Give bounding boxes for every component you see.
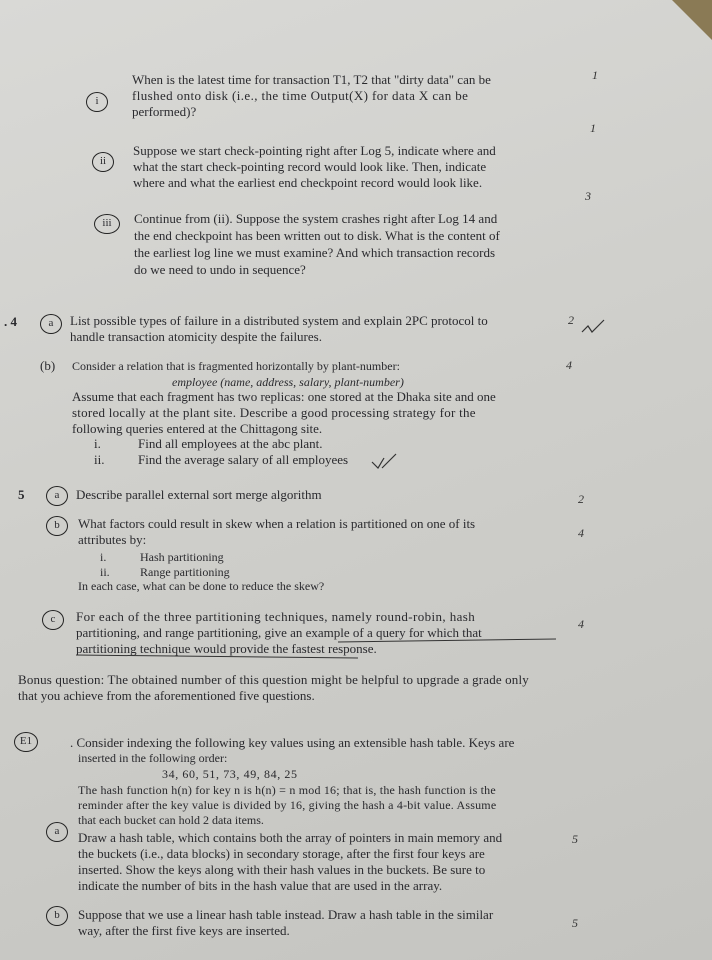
q3-ii-label: ii	[92, 152, 114, 172]
e1-label: E1	[14, 732, 38, 752]
e1-b-label: b	[46, 906, 68, 926]
q3-i-mark-2: 1	[590, 121, 596, 135]
q5-c-line3: partitioning technique would provide the fastest response.	[76, 641, 377, 656]
e1-line4: reminder after the key value is divided by 16, giving the hash a 4-bit value. Assume	[78, 798, 497, 812]
q4-b-ii-text: Find the average salary of all employees	[138, 452, 349, 467]
q4-a-line1: List possible types of failure in a distributed system and explain 2PC protocol to	[70, 313, 488, 328]
q5-b-ii-num: ii.	[100, 565, 110, 579]
q4-b-ii-num: ii.	[94, 452, 105, 467]
q4-a-mark: 2	[568, 313, 574, 327]
e1-b-mark: 5	[572, 916, 578, 930]
e1-a-mark: 5	[572, 832, 578, 846]
e1-line3: The hash function h(n) for key n is h(n) = n mod 16; that is, the hash function is the	[78, 783, 496, 797]
q4-b-line5: following queries entered at the Chittagong site.	[72, 421, 323, 436]
e1-a-line2: the buckets (i.e., data blocks) in secondary storage, after the first four keys are	[78, 846, 485, 861]
q3-i-line2: flushed onto disk (i.e., the time Output(X) for data X can be	[132, 88, 469, 103]
q4-b-line3: Assume that each fragment has two replicas: one stored at the Dhaka site and one	[72, 389, 496, 404]
q5-b-label: b	[46, 516, 68, 536]
q3-ii-mark: 3	[585, 189, 591, 203]
handwritten-tick-icon-2	[370, 452, 400, 470]
handwritten-tick-icon	[580, 318, 608, 338]
q4-b-i-num: i.	[94, 436, 101, 451]
q3-iii-line4: do we need to undo in sequence?	[134, 262, 306, 277]
q5-c-mark: 4	[578, 617, 584, 631]
page-corner	[672, 0, 712, 40]
e1-b-line2: way, after the first five keys are inserted.	[78, 923, 290, 938]
q4-number: . 4	[4, 314, 17, 329]
q3-iii-line1: Continue from (ii). Suppose the system crashes right after Log 14 and	[134, 211, 498, 226]
q4-a-label: a	[40, 314, 62, 334]
bonus-line2: that you achieve from the aforementioned five questions.	[18, 688, 315, 703]
q5-b-line2: attributes by:	[78, 532, 147, 547]
e1-a-line3: inserted. Show the keys along with their hash values in the buckets. Be sure to	[78, 862, 486, 877]
q3-i-label: i	[86, 92, 108, 112]
e1-a-line4: indicate the number of bits in the hash value that are used in the array.	[78, 878, 443, 893]
q5-b-line3: In each case, what can be done to reduce the skew?	[78, 579, 325, 593]
e1-b-line1: Suppose that we use a linear hash table instead. Draw a hash table in the similar	[78, 907, 494, 922]
e1-line1: . Consider indexing the following key values using an extensible hash table. Keys are	[70, 735, 515, 750]
e1-a-line1: Draw a hash table, which contains both the array of pointers in main memory and	[78, 830, 503, 845]
q5-number: 5	[18, 487, 25, 502]
q5-a-text: Describe parallel external sort merge algorithm	[76, 487, 322, 502]
e1-line2: inserted in the following order:	[78, 751, 228, 765]
q5-b-mark: 4	[578, 526, 584, 540]
q3-iii-line2: the end checkpoint has been written out to disk. What is the content of	[134, 228, 500, 243]
q4-b-relation: employee (name, address, salary, plant-number)	[172, 375, 404, 389]
q3-iii-line3: the earliest log line we must examine? And which transaction records	[134, 245, 495, 260]
q5-a-mark: 2	[578, 492, 584, 506]
q3-ii-line2: what the start check-pointing record would look like. Then, indicate	[133, 159, 487, 174]
e1-a-label: a	[46, 822, 68, 842]
e1-line5: that each bucket can hold 2 data items.	[78, 813, 264, 827]
q3-i-line1: When is the latest time for transaction T1, T2 that "dirty data" can be	[132, 72, 491, 87]
q4-b-line4: stored locally at the plant site. Describe a good processing strategy for the	[72, 405, 476, 420]
q5-c-line2: partitioning, and range partitioning, give an example of a query for which that	[76, 625, 482, 640]
e1-keys: 34, 60, 51, 73, 49, 84, 25	[162, 767, 298, 781]
q5-b-line1: What factors could result in skew when a relation is partitioned on one of its	[78, 516, 476, 531]
q4-b-label: (b)	[40, 358, 56, 373]
q3-ii-line3: where and what the earliest end checkpoint record would look like.	[133, 175, 483, 190]
q4-b-i-text: Find all employees at the abc plant.	[138, 436, 323, 451]
q4-b-line1: Consider a relation that is fragmented horizontally by plant-number:	[72, 359, 400, 373]
q5-a-label: a	[46, 486, 68, 506]
q4-a-line2: handle transaction atomicity despite the failures.	[70, 329, 322, 344]
q5-b-ii-text: Range partitioning	[140, 565, 230, 579]
q5-c-label: c	[42, 610, 64, 630]
q5-c-line1: For each of the three partitioning techniques, namely round-robin, hash	[76, 609, 476, 624]
q3-i-line3: performed)?	[132, 104, 197, 119]
q4-b-mark: 4	[566, 358, 572, 372]
q3-i-mark: 1	[592, 68, 598, 82]
q5-b-i-text: Hash partitioning	[140, 550, 224, 564]
bonus-line1: Bonus question: The obtained number of this question might be helpful to upgrade a grade only	[18, 672, 529, 687]
q3-ii-line1: Suppose we start check-pointing right after Log 5, indicate where and	[133, 143, 496, 158]
q5-b-i-num: i.	[100, 550, 107, 564]
q3-iii-label: iii	[94, 214, 120, 234]
